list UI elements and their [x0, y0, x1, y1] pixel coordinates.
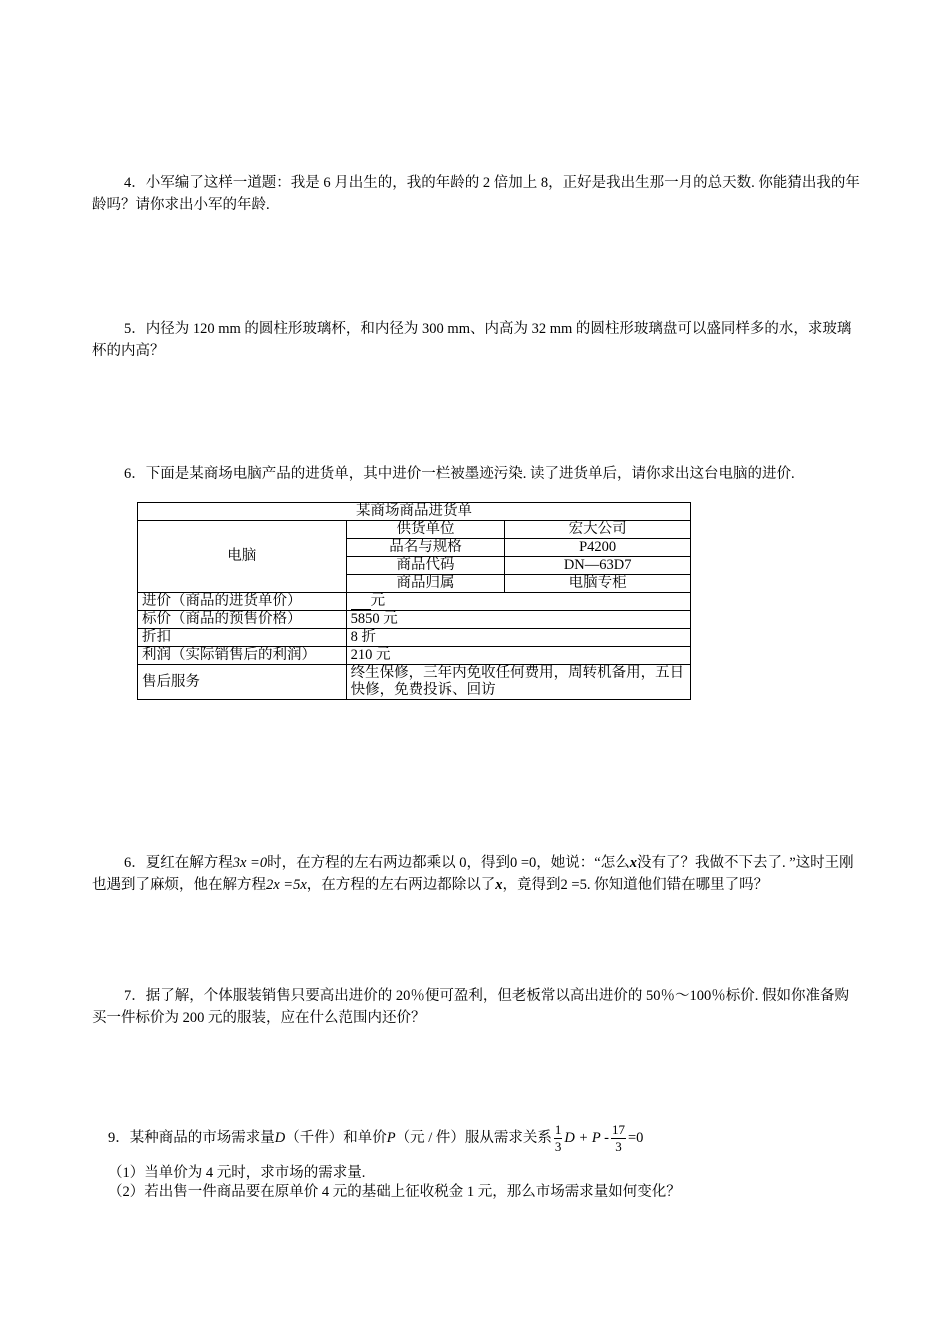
row-value: 终生保修，三年内免收任何费用，周转机备用，五日快修，免费投诉、回访 — [346, 665, 690, 700]
purchase-order-table — [137, 502, 691, 700]
equation: 2x =5x — [266, 877, 307, 893]
ink-blank — [351, 595, 371, 610]
question-9-sub-2: （2）若出售一件商品要在原单价 4 元的基础上征收税金 1 元，那么市场需求量如何变化？ — [108, 1184, 681, 1200]
row-label: 利润（实际销售后的利润） — [138, 647, 347, 665]
variable: x — [495, 877, 503, 893]
text-segment: . 你知道他们错在哪里了吗？ — [586, 877, 769, 893]
fraction-denominator: 3 — [554, 1139, 562, 1155]
question-6b — [92, 852, 860, 896]
variable: x — [629, 855, 637, 871]
question-7 — [92, 985, 860, 1029]
question-text: 据了解，个体服装销售只要高出进价的 20％便可盈利，但老板常以高出进价的 50％～100％标价. 假如你准备购买一件标价为 200 元的服装，应在什么范围内还价？ — [92, 988, 849, 1026]
equation: D + P - — [564, 1130, 609, 1146]
spec-label: 商品归属 — [346, 575, 505, 593]
question-number: 4． — [124, 175, 146, 191]
question-text: 内径为 120 mm 的圆柱形玻璃杯，和内径为 300 mm、内高为 32 mm 的圆柱形玻璃盘可以盛同样多的水，求玻璃杯的内高？ — [92, 321, 852, 359]
equation: =0 — [627, 1130, 644, 1146]
text-segment: 夏红在解方程 — [145, 855, 233, 871]
question-9 — [108, 1120, 868, 1156]
text-segment: ，在方程的左右两边都除以了 — [306, 877, 496, 893]
row-label: 进价（商品的进货单价） — [138, 593, 347, 611]
spec-label: 供货单位 — [346, 521, 505, 539]
text-segment: 时，在方程的左右两边都乘以 0，得到 — [267, 855, 510, 871]
spec-value: 电脑专柜 — [505, 575, 691, 593]
fraction-denominator: 3 — [615, 1139, 622, 1155]
variable: D — [274, 1130, 286, 1146]
question-text: 小军编了这样一道题：我是 6 月出生的，我的年龄的 2 倍加上 8，正好是我出生那一月的总天数. 你能猜出我的年龄吗？请你求出小军的年龄. — [92, 175, 860, 213]
table-title: 某商场商品进货单 — [138, 503, 691, 521]
question-9-sub-1: （1）当单价为 4 元时，求市场的需求量. — [108, 1165, 366, 1181]
spec-value: DN—63D7 — [505, 557, 691, 575]
variable: P — [386, 1130, 396, 1146]
text-segment: 没有了？我做不下去了. ”这时王刚也遇到了麻烦，他在解方程 — [92, 855, 854, 893]
row-label: 折扣 — [138, 629, 347, 647]
equation: 0 =0 — [509, 855, 537, 871]
question-number: 6． — [124, 855, 146, 871]
question-6a — [92, 463, 860, 485]
row-value — [346, 593, 690, 611]
question-text: 下面是某商场电脑产品的进货单，其中进价一栏被墨迹污染. 读了进货单后，请你求出这台电脑的进价. — [145, 466, 795, 482]
spec-value: 宏大公司 — [505, 521, 691, 539]
text-segment: （元 / 件）服从需求关系 — [395, 1130, 552, 1146]
question-number: 5． — [124, 321, 146, 337]
fraction — [554, 1122, 563, 1155]
row-label: 售后服务 — [138, 665, 347, 700]
row-value-text: 元 — [370, 593, 386, 609]
question-number: 7． — [124, 988, 146, 1004]
text-segment: ，她说：“怎么 — [536, 855, 630, 871]
text-segment: ，竟得到 — [502, 877, 561, 893]
text-segment: 某种商品的市场需求量 — [129, 1130, 275, 1146]
row-value: 5850 元 — [346, 611, 690, 629]
row-label: 标价（商品的预售价格） — [138, 611, 347, 629]
text-segment: （千件）和单价 — [285, 1130, 387, 1146]
product-cell: 电脑 — [138, 521, 347, 593]
row-value: 210 元 — [346, 647, 690, 665]
question-number: 9． — [108, 1130, 130, 1146]
question-5 — [92, 318, 860, 362]
spec-label: 品名与规格 — [346, 539, 505, 557]
fraction — [611, 1122, 626, 1155]
question-4 — [92, 172, 860, 216]
equation: 2 =5 — [560, 877, 587, 893]
question-number: 6． — [124, 466, 146, 482]
spec-value: P4200 — [505, 539, 691, 557]
row-value: 8 折 — [346, 629, 690, 647]
fraction-numerator: 1 — [554, 1122, 562, 1138]
equation: 3x =0 — [232, 855, 268, 871]
spec-label: 商品代码 — [346, 557, 505, 575]
fraction-numerator: 17 — [611, 1122, 625, 1138]
